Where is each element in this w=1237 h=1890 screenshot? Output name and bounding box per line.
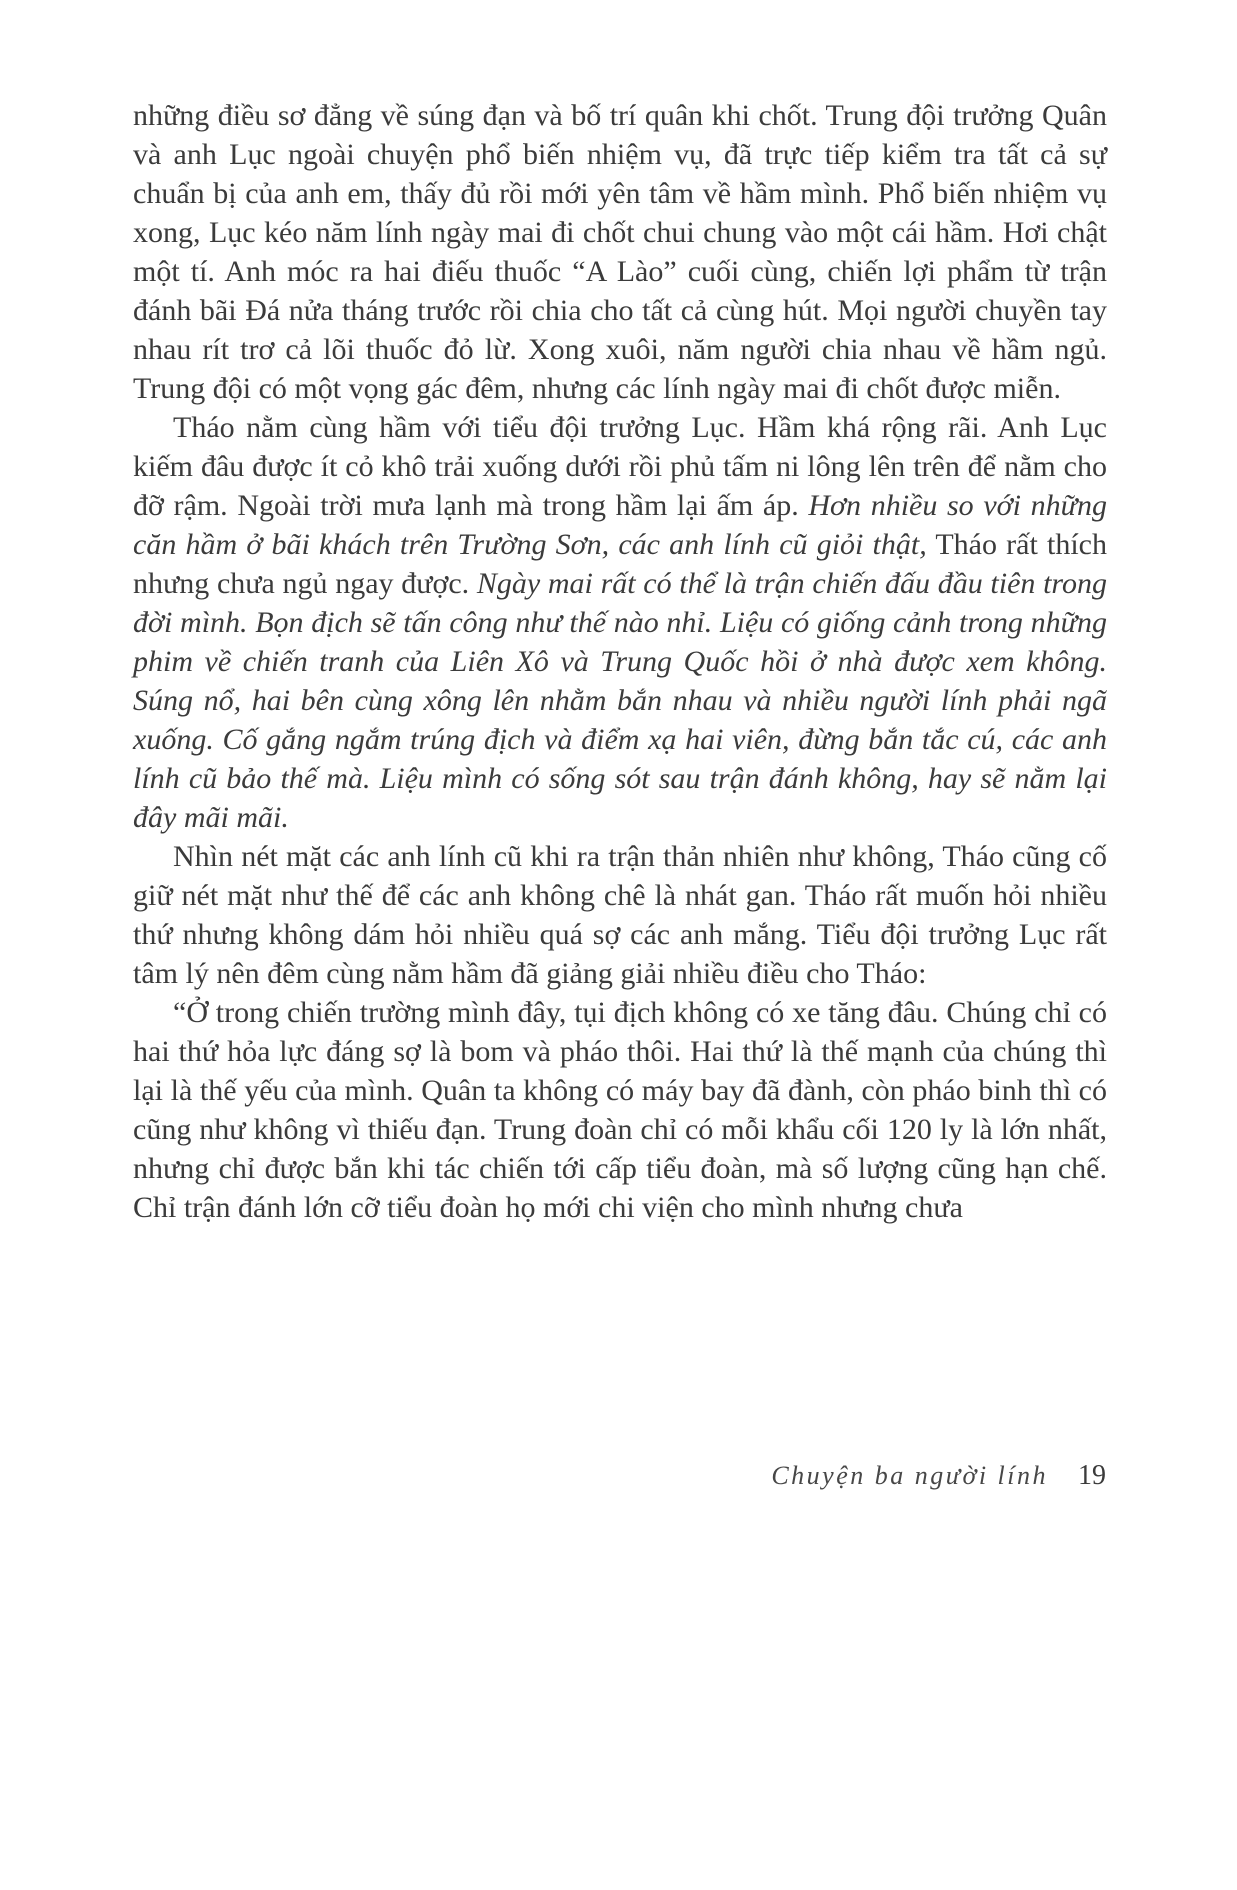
- footer-page-number: 19: [1078, 1460, 1106, 1491]
- paragraph-2: [133, 408, 1107, 837]
- text-run: “Ở trong chiến trường mình đây, tụi địch không có xe tăng đâu. Chúng chỉ có hai thứ hỏa lực đáng sợ là bom và pháo thôi. Hai thứ là thế mạnh của chúng thì lại là thế yếu của mình. Quân ta không có máy bay đã đành, còn pháo binh thì có cũng như không vì thiếu đạn. Trung đoàn chỉ có mỗi khẩu cối 120 ly là lớn nhất, nhưng chỉ được bắn khi tác chiến tới cấp tiểu đoàn, mà số lượng cũng hạn chế. Chỉ trận đánh lớn cỡ tiểu đoàn họ mới chi viện cho mình nhưng chưa: [133, 996, 1107, 1224]
- page-body: [133, 96, 1107, 1227]
- italic-text-run: Hơn nhiều so với những căn hầm ở bãi khách trên Trường Sơn, các anh lính cũ giỏi thật,: [133, 489, 1108, 561]
- text-run: Tháo nằm cùng hầm với tiểu đội trưởng Lục. Hầm khá rộng rãi. Anh Lục kiếm đâu được ít cỏ khô trải xuống dưới rồi phủ tấm ni lông lên trên để nằm cho đỡ rậm. Ngoài trời mưa lạnh mà trong hầm lại ấm áp.: [133, 411, 1107, 522]
- paragraph-4: [133, 993, 1107, 1227]
- page-footer: [771, 1460, 1106, 1492]
- text-run: những điều sơ đẳng về súng đạn và bố trí quân khi chốt. Trung đội trưởng Quân và anh Lục ngoài chuyện phổ biến nhiệm vụ, đã trực tiếp kiểm tra tất cả sự chuẩn bị của anh em, thấy đủ rồi mới yên tâm về hầm mình. Phổ biến nhiệm vụ xong, Lục kéo năm lính ngày mai đi chốt chui chung vào một cái hầm. Hơi chật một tí. Anh móc ra hai điếu thuốc “A Lào” cuối cùng, chiến lợi phẩm từ trận đánh bãi Đá nửa tháng trước rồi chia cho tất cả cùng hút. Mọi người chuyền tay nhau rít trơ cả lõi thuốc đỏ lừ. Xong xuôi, năm người chia nhau về hầm ngủ. Trung đội có một vọng gác đêm, nhưng các lính ngày mai đi chốt được miễn.: [133, 99, 1107, 405]
- text-run: Tháo rất thích nhưng chưa ngủ ngay được.: [133, 528, 1107, 600]
- text-run: Nhìn nét mặt các anh lính cũ khi ra trận thản nhiên như không, Tháo cũng cố giữ nét mặt như thế để các anh không chê là nhát gan. Tháo rất muốn hỏi nhiều thứ nhưng không dám hỏi nhiều quá sợ các anh mắng. Tiểu đội trưởng Lục rất tâm lý nên đêm cùng nằm hầm đã giảng giải nhiều điều cho Tháo:: [133, 840, 1107, 990]
- italic-text-run: Ngày mai rất có thể là trận chiến đấu đầu tiên trong đời mình. Bọn địch sẽ tấn công như thế nào nhỉ. Liệu có giống cảnh trong những phim về chiến tranh của Liên Xô và Trung Quốc hồi ở nhà được xem không. Súng nổ, hai bên cùng xông lên nhằm bắn nhau và nhiều người lính phải ngã xuống. Cố gắng ngắm trúng địch và điểm xạ hai viên, đừng bắn tắc cú, các anh lính cũ bảo thế mà. Liệu mình có sống sót sau trận đánh không, hay sẽ nằm lại đây mãi mãi.: [133, 567, 1107, 834]
- footer-book-title: Chuyện ba người lính: [771, 1461, 1048, 1490]
- paragraph-3: [133, 837, 1107, 993]
- paragraph-1: [133, 96, 1107, 408]
